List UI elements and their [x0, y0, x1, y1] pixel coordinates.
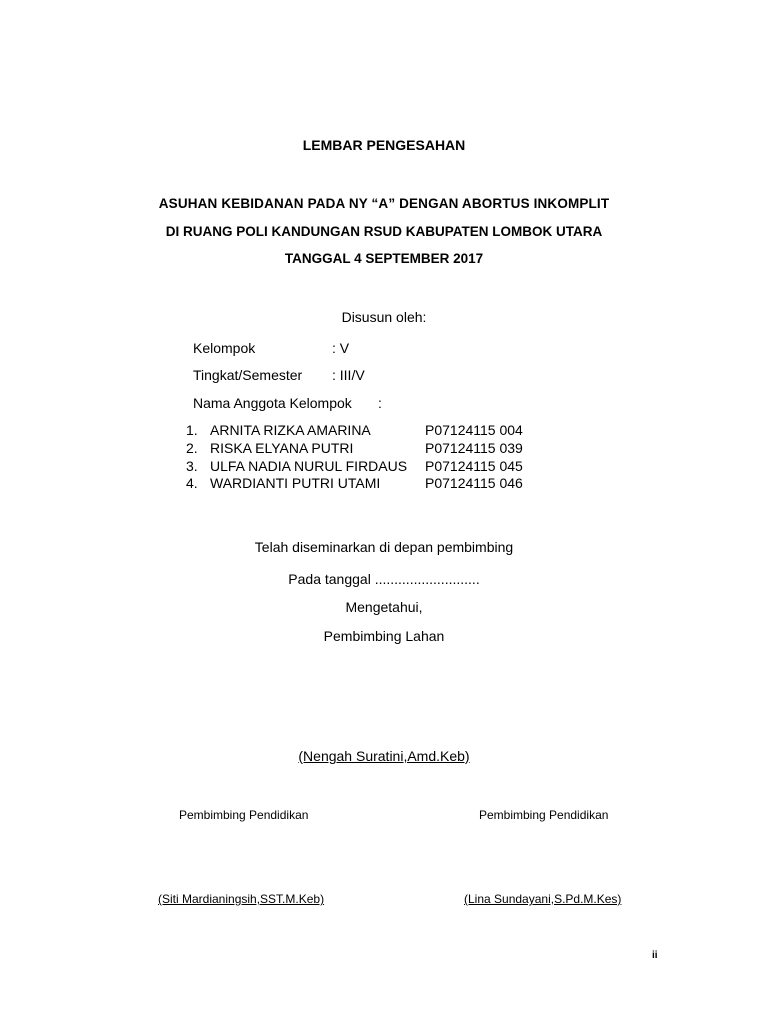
member-name: RISKA ELYANA PUTRI — [210, 440, 354, 456]
edu-supervisor-left-name: (Siti Mardianingsih,SST.M.Keb) — [158, 892, 325, 906]
member-name: ULFA NADIA NURUL FIRDAUS — [210, 458, 408, 474]
member-number: 4. — [186, 475, 198, 491]
field-supervisor-title: Pembimbing Lahan — [323, 628, 445, 644]
member-number: 1. — [186, 422, 198, 438]
field-supervisor-name: (Nengah Suratini,Amd.Keb) — [298, 748, 470, 764]
edu-supervisor-right-title: Pembimbing Pendidikan — [479, 808, 609, 822]
document-title: LEMBAR PENGESAHAN — [302, 137, 466, 153]
member-nim: P07124115 046 — [425, 475, 523, 491]
date-line: Pada tanggal ........................... — [288, 571, 480, 587]
member-number: 2. — [186, 440, 198, 456]
edu-supervisor-right-name: (Lina Sundayani,S.Pd.M.Kes) — [464, 892, 622, 906]
subtitle-line-2: DI RUANG POLI KANDUNGAN RSUD KABUPATEN LOMBOK UTARA — [165, 224, 603, 239]
member-nim: P07124115 004 — [425, 422, 523, 438]
level-label: Tingkat/Semester — [193, 367, 303, 383]
member-name: ARNITA RIZKA AMARINA — [210, 422, 371, 438]
members-colon: : — [378, 395, 382, 411]
members-label: Nama Anggota Kelompok — [193, 395, 352, 411]
group-value: : V — [332, 340, 350, 356]
subtitle-line-1: ASUHAN KEBIDANAN PADA NY “A” DENGAN ABORTUS INKOMPLIT — [158, 196, 610, 211]
group-label: Kelompok — [193, 340, 256, 356]
compiled-by-label: Disusun oleh: — [341, 309, 427, 325]
seminar-statement: Telah diseminarkan di depan pembimbing — [254, 539, 514, 555]
page-number: ii — [652, 950, 658, 961]
edu-supervisor-left-title: Pembimbing Pendidikan — [179, 808, 309, 822]
member-nim: P07124115 039 — [425, 440, 523, 456]
level-value: : III/V — [332, 367, 365, 383]
subtitle-line-3: TANGGAL 4 SEPTEMBER 2017 — [284, 251, 484, 266]
acknowledged-label: Mengetahui, — [345, 599, 423, 615]
member-number: 3. — [186, 458, 198, 474]
member-nim: P07124115 045 — [425, 458, 523, 474]
field-supervisor-signature — [0, 748, 768, 764]
member-name: WARDIANTI PUTRI UTAMI — [210, 475, 381, 491]
